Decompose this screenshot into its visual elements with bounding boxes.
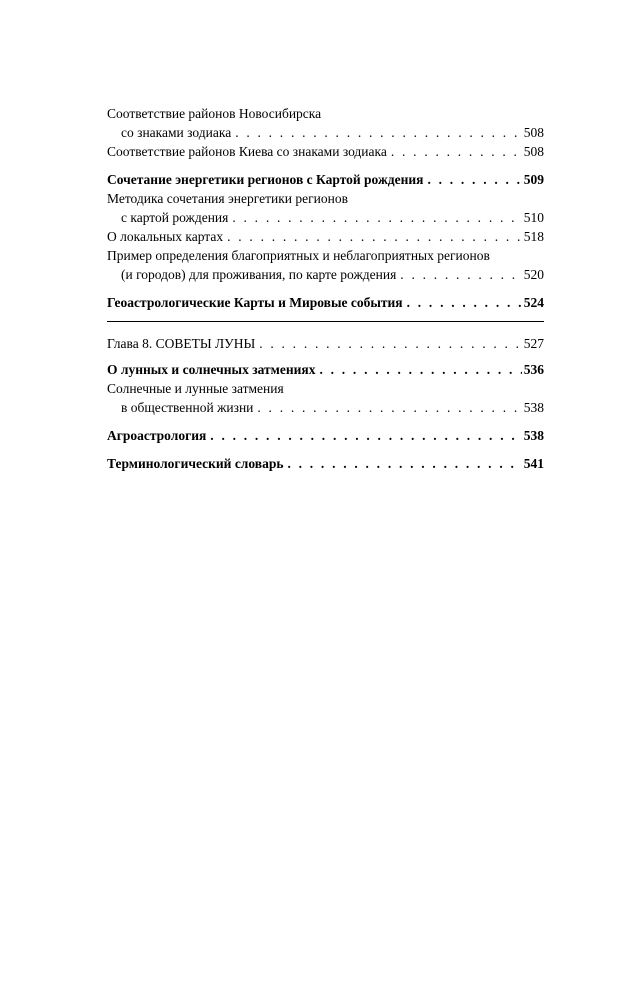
toc-entry-title: Солнечные и лунные затмения [107, 381, 284, 396]
toc-entry-line [107, 454, 544, 473]
divider [107, 321, 544, 322]
toc-section-title: О лунных и солнечных затмениях [107, 362, 316, 377]
toc-page-number: 536 [523, 362, 544, 377]
toc-entry-line [107, 142, 544, 161]
toc-section-title: Агроастрология [107, 428, 207, 443]
toc-entry-agroastrology [107, 426, 544, 445]
toc-entry-title: Соответствие районов Киева со знаками зодиака [107, 144, 387, 159]
toc-page-number: 527 [523, 336, 544, 351]
toc-page-number: 541 [523, 456, 544, 471]
toc-entry-line [107, 293, 544, 312]
dot-leader [232, 208, 521, 227]
toc-page-number: 508 [523, 144, 544, 159]
dot-leader [287, 454, 521, 473]
toc-entry-line [107, 360, 544, 379]
dot-leader [427, 170, 521, 189]
dot-leader [319, 360, 521, 379]
toc-entry-title: О локальных картах [107, 229, 224, 244]
toc-entry-title: Соответствие районов Новосибирска [107, 106, 322, 121]
toc-entry-novosibirsk [107, 104, 544, 142]
toc-entry-title: Пример определения благоприятных и неблагоприятных регионов [107, 248, 490, 263]
dot-leader [407, 293, 522, 312]
toc-page-number: 520 [523, 267, 544, 282]
toc-entry-line [107, 379, 544, 398]
dot-leader [210, 426, 521, 445]
toc-entry-line [107, 170, 544, 189]
toc-entry-line [107, 104, 544, 123]
toc-entry-title-cont: в общественной жизни [121, 400, 254, 415]
toc-entry-line [107, 227, 544, 246]
toc-entry-eclipses [107, 360, 544, 379]
toc-entry-line [107, 426, 544, 445]
toc-section-title: Терминологический словарь [107, 456, 284, 471]
dot-leader [391, 142, 522, 161]
dot-leader [235, 123, 522, 142]
toc-entry-chapter-8 [107, 334, 544, 353]
toc-entry-example [107, 246, 544, 284]
toc-entry-line [107, 123, 544, 142]
toc-entry-title-cont: (и городов) для проживания, по карте рождения [121, 267, 397, 282]
toc-page-number: 508 [523, 125, 544, 140]
toc-entry-kiev [107, 142, 544, 161]
dot-leader [257, 398, 521, 417]
toc-page-number: 518 [523, 229, 544, 244]
toc-entry-line [107, 246, 544, 265]
toc-entry-title: Методика сочетания энергетики регионов [107, 191, 348, 206]
toc-entry-local-maps [107, 227, 544, 246]
toc-page-number: 538 [523, 400, 544, 415]
dot-leader [400, 265, 521, 284]
toc-entry-line [107, 334, 544, 353]
toc-entry-title-cont: с картой рождения [121, 210, 229, 225]
toc-section-title: Сочетание энергетики регионов с Картой рождения [107, 172, 424, 187]
toc-entry-glossary [107, 454, 544, 473]
toc-entry-line [107, 265, 544, 284]
toc-section-title: Геоастрологические Карты и Мировые события [107, 295, 403, 310]
toc-entry-method [107, 189, 544, 227]
dot-leader [227, 227, 522, 246]
toc-entry-line [107, 398, 544, 417]
toc-entry-line [107, 208, 544, 227]
toc-entry-eclipses-society [107, 379, 544, 417]
toc-page-number: 510 [523, 210, 544, 225]
toc-chapter-title: Глава 8. СОВЕТЫ ЛУНЫ [107, 336, 256, 351]
toc-page-number: 524 [523, 295, 544, 310]
toc-entry-regions-energy [107, 170, 544, 189]
dot-leader [259, 334, 522, 353]
toc-entry-geoastrology [107, 293, 544, 312]
toc-page-number: 538 [523, 428, 544, 443]
table-of-contents [107, 104, 544, 473]
toc-entry-line [107, 189, 544, 208]
toc-page-number: 509 [523, 172, 544, 187]
toc-entry-title-cont: со знаками зодиака [121, 125, 232, 140]
